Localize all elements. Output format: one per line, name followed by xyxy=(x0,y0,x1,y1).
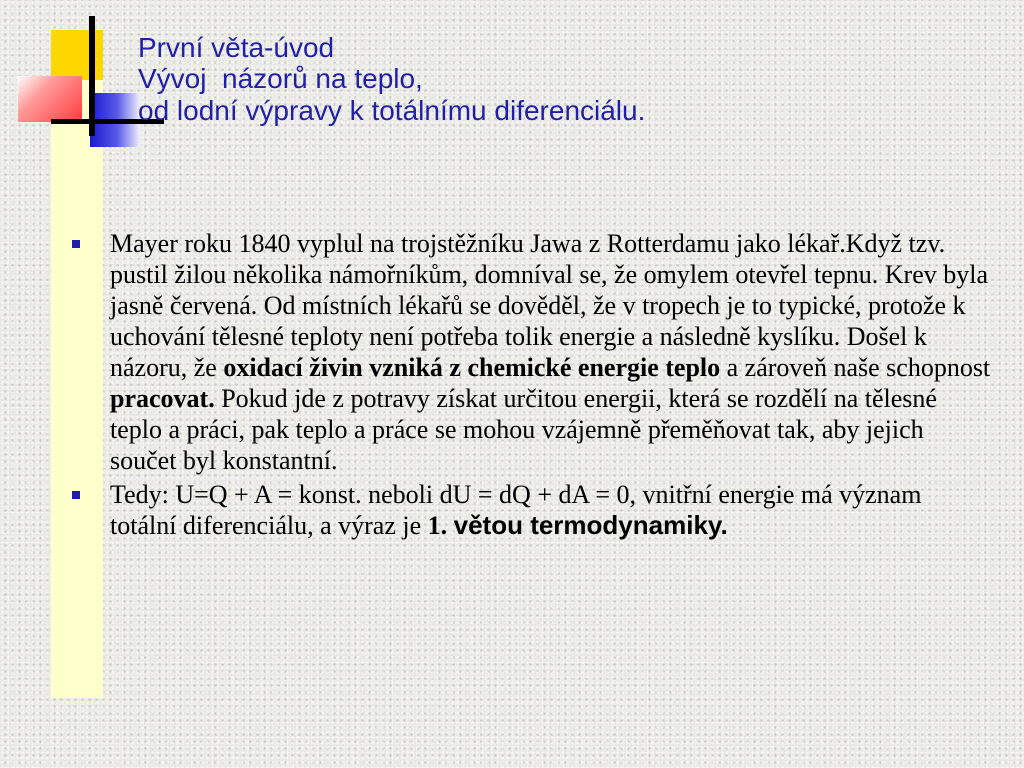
bullet-square-icon xyxy=(72,491,80,499)
bullet-2-bold-sans: větou termodynamiky. xyxy=(453,510,728,540)
bullet-1-text-2: a zároveň naše schopnost xyxy=(720,353,991,382)
bullet-1-text-1: Mayer roku 1840 vyplul na trojstěžníku Jawa z Rotterdamu jako lékař.Když tzv. pustil žilou několika námořníkům, domníval se, že omylem otevřel tepnu. Krev byla jasně červená. Od místních lékařů se dověděl, že v tropech je to typické, protože k uchování tělesné teploty není potřeba tolik energie a následně kyslíku. Došel k názoru, že xyxy=(110,229,989,382)
decor-red-square xyxy=(18,76,82,122)
bullet-1-text-3: Pokud jde z potravy získat určitou energii, která se rozdělí na tělesné teplo a práci, pak teplo a práce se mohou vzájemně přeměňovat tak, aby jejich součet byl konstantní. xyxy=(110,384,937,475)
title-line-1: První věta-úvod xyxy=(138,32,335,63)
bullet-1-bold-1: oxidací živin vzniká z chemické energie teplo xyxy=(223,353,721,382)
decor-vertical-line xyxy=(89,16,95,136)
bullet-1-bold-2: pracovat. xyxy=(110,384,215,413)
bullet-item-mayer xyxy=(72,228,992,476)
bullet-item-tedy xyxy=(72,479,992,541)
bullet-2-text-1: Tedy: U=Q + A = konst. neboli dU = dQ + dA = 0, vnitřní energie má význam totální diferenciálu, a výraz je xyxy=(110,480,922,540)
bullet-square-icon xyxy=(72,240,80,248)
title-line-3: od lodní výpravy k totálnímu diferenciálu. xyxy=(138,94,646,126)
bullet-2-bold-1: 1. xyxy=(427,511,454,540)
title-line-2: Vývoj názorů na teplo, xyxy=(138,63,423,95)
slide-title xyxy=(138,32,998,126)
decor-yellow-block xyxy=(51,30,103,80)
slide-body xyxy=(72,228,992,544)
